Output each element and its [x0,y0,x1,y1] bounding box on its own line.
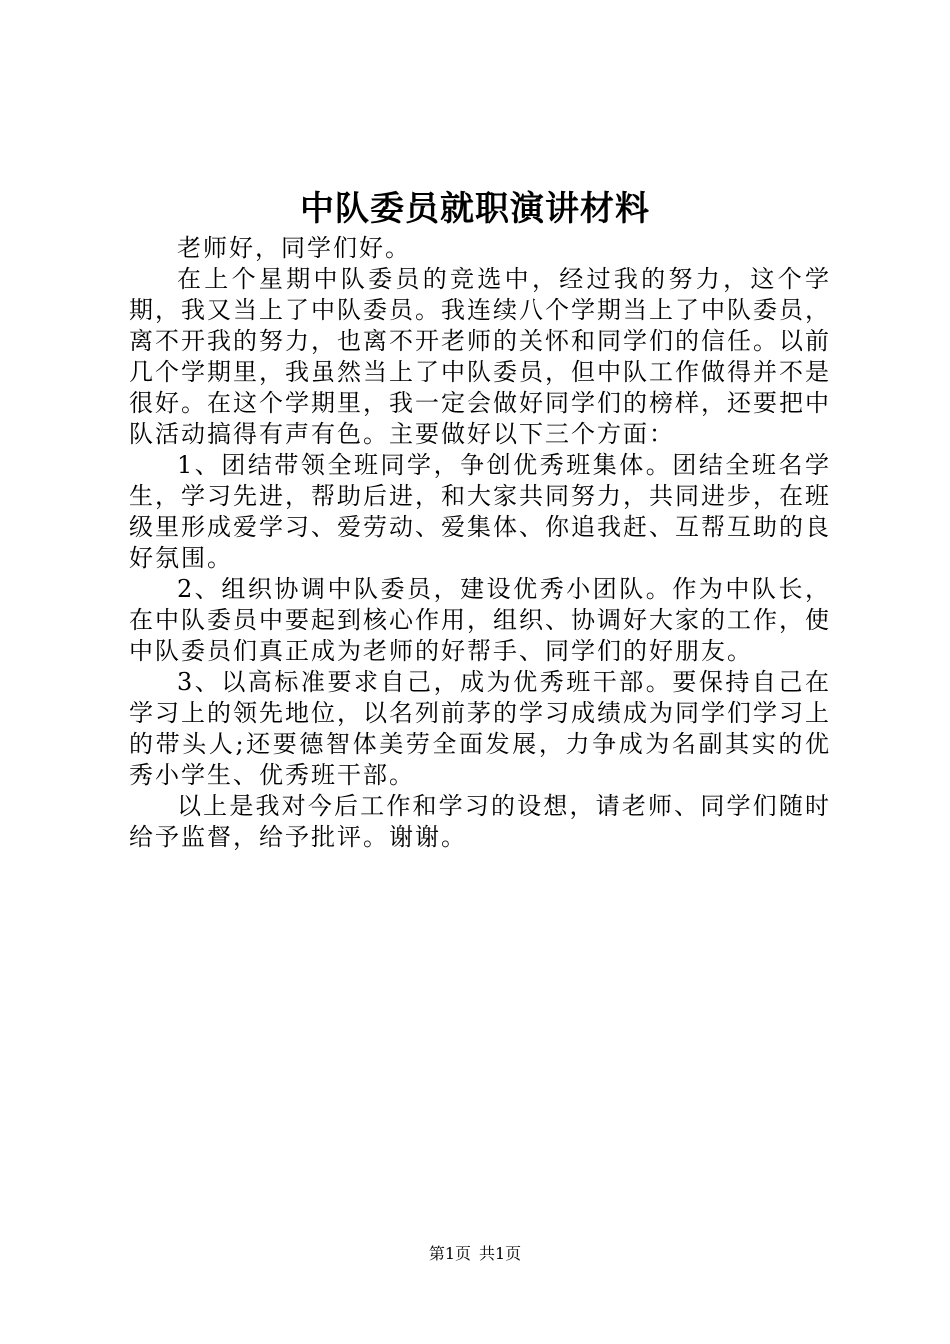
point-1-paragraph: 1、团结带领全班同学，争创优秀班集体。团结全班名学生，学习先进，帮助后进，和大家共同努力，共同进步，在班级里形成爱学习、爱劳动、爱集体、你追我赶、互帮互助的良好氛围。 [129,451,831,572]
page-number: 第1页 [428,1244,471,1263]
page-footer [0,1242,950,1266]
document-title: 中队委员就职演讲材料 [300,189,650,229]
intro-paragraph: 在上个星期中队委员的竞选中，经过我的努力，这个学期，我又当上了中队委员。我连续八个学期当上了中队委员，离不开我的努力，也离不开老师的关怀和同学们的信任。以前几个学期里，我虽然当上了中队委员，但中队工作做得并不是很好。在这个学期里，我一定会做好同学们的榜样，还要把中队活动搞得有声有色。主要做好以下三个方面： [129,265,831,448]
greeting-paragraph: 老师好，同学们好。 [177,234,411,262]
closing-paragraph: 以上是我对今后工作和学习的设想，请老师、同学们随时给予监督，给予批评。谢谢。 [129,792,831,851]
point-3-paragraph: 3、以高标准要求自己，成为优秀班干部。要保持自己在学习上的领先地位，以名列前茅的学习成绩成为同学们学习上的带头人;还要德智体美劳全面发展，力争成为名副其实的优秀小学生、优秀班干部。 [129,668,831,789]
point-2-paragraph: 2、组织协调中队委员，建设优秀小团队。作为中队长，在中队委员中要起到核心作用，组织、协调好大家的工作，使中队委员们真正成为老师的好帮手、同学们的好朋友。 [129,575,831,665]
page-total: 共1页 [479,1244,522,1263]
document-body [129,233,831,853]
